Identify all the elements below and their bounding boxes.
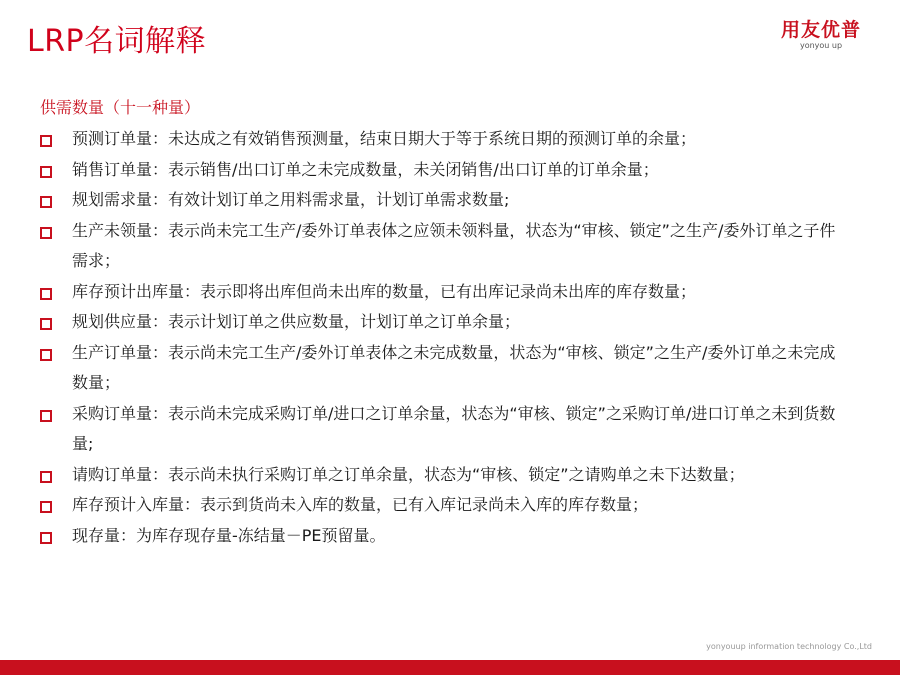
list-item-text: 生产未领量：表示尚未完工生产/委外订单表体之应领未领料量，状态为“审核、锁定”之生产/委外订单之子件需求；	[72, 220, 836, 270]
company-footer: yonyouup information technology Co.,Ltd	[706, 642, 872, 651]
list-item	[40, 338, 840, 399]
square-bullet-icon	[40, 288, 52, 300]
list-item	[40, 460, 840, 491]
square-bullet-icon	[40, 410, 52, 422]
square-bullet-icon	[40, 532, 52, 544]
list-item	[40, 185, 840, 216]
list-item	[40, 490, 840, 521]
list-item	[40, 216, 840, 277]
list-item-text: 请购订单量：表示尚未执行采购订单之订单余量，状态为“审核、锁定”之请购单之未下达数量；	[72, 464, 745, 484]
list-item	[40, 307, 840, 338]
square-bullet-icon	[40, 471, 52, 483]
list-item	[40, 399, 840, 460]
square-bullet-icon	[40, 318, 52, 330]
list-item-text: 销售订单量：表示销售/出口订单之未完成数量，未关闭销售/出口订单的订单余量；	[72, 159, 659, 179]
list-item-text: 规划供应量：表示计划订单之供应数量，计划订单之订单余量；	[72, 312, 521, 331]
square-bullet-icon	[40, 166, 52, 178]
list-item-text: 生产订单量：表示尚未完工生产/委外订单表体之未完成数量，状态为“审核、锁定”之生产/委外订单之未完成数量；	[72, 342, 836, 392]
page-title: LRP名词解释	[27, 24, 207, 59]
square-bullet-icon	[40, 227, 52, 239]
bottom-accent-bar	[0, 660, 900, 675]
list-item	[40, 521, 840, 552]
logo-chinese-text: 用友优普	[780, 19, 861, 41]
section-subheading: 供需数量（十一种量）	[40, 98, 201, 117]
list-item	[40, 124, 840, 155]
logo-english-text: yonyou up	[799, 41, 843, 50]
square-bullet-icon	[40, 135, 52, 147]
list-item-text: 预测订单量：未达成之有效销售预测量，结束日期大于等于系统日期的预测订单的余量；	[72, 129, 697, 148]
square-bullet-icon	[40, 349, 52, 361]
list-item-text: 规划需求量：有效计划订单之用料需求量，计划订单需求数量;	[72, 190, 510, 209]
square-bullet-icon	[40, 196, 52, 208]
brand-logo	[776, 20, 866, 51]
list-item-text: 库存预计出库量：表示即将出库但尚未出库的数量，已有出库记录尚未出库的库存数量；	[72, 281, 697, 301]
list-item	[40, 155, 840, 186]
square-bullet-icon	[40, 501, 52, 513]
definition-list	[40, 124, 840, 551]
list-item-text: 现存量：为库存现存量-冻结量－PE预留量。	[72, 525, 386, 545]
list-item-text: 采购订单量：表示尚未完成采购订单/进口之订单余量，状态为“审核、锁定”之采购订单/进口订单之未到货数量;	[72, 403, 836, 453]
list-item-text: 库存预计入库量：表示到货尚未入库的数量，已有入库记录尚未入库的库存数量；	[72, 495, 649, 514]
list-item	[40, 277, 840, 308]
